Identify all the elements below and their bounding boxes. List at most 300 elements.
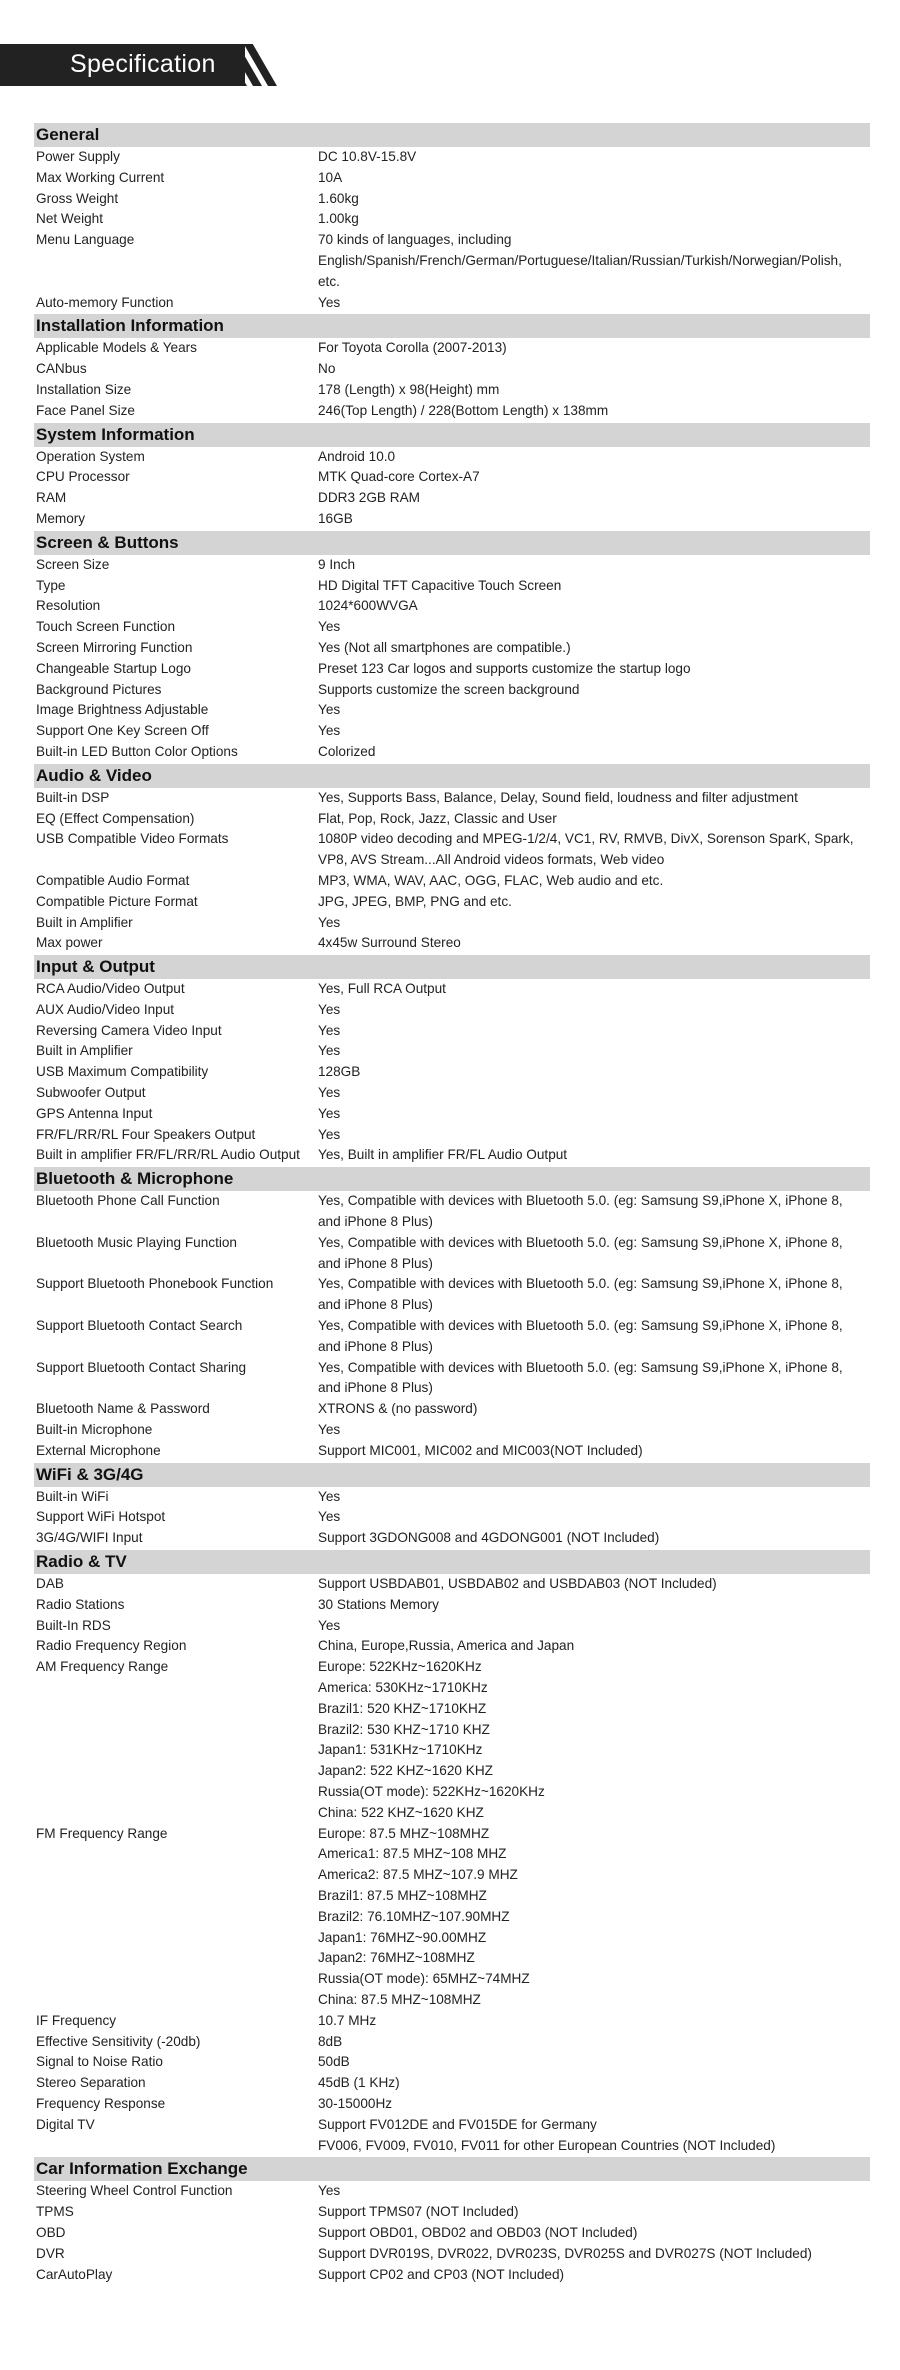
spec-value-line: and iPhone 8 Plus) [318,1297,433,1313]
spec-value [316,230,870,292]
spec-value-line: Yes [318,914,341,930]
spec-label: OBD [36,2224,66,2240]
spec-value [316,721,870,742]
spec-value [316,380,870,401]
spec-value-line: China: 87.5 MHZ~108MHZ [318,1991,481,2007]
spec-row [34,829,870,871]
spec-row [34,2265,870,2286]
spec-value-line: 16GB [318,510,353,526]
spec-value-line: FV006, FV009, FV010, FV011 for other European Countries (NOT Included) [318,2137,776,2153]
spec-value-line: English/Spanish/French/German/Portuguese/Italian/Russian/Turkish/Norwegian/Polish, [318,252,842,268]
spec-value-line: Japan1: 531KHz~1710KHz [318,1742,483,1758]
spec-value [316,1399,870,1420]
spec-value-line: Russia(OT mode): 65MHZ~74MHZ [318,1971,530,1987]
spec-value-line: XTRONS & (no password) [318,1401,478,1417]
spec-row [34,1021,870,1042]
spec-value-line: Yes, Compatible with devices with Bluetooth 5.0. (eg: Samsung S9,iPhone X, iPhone 8, [318,1193,843,1209]
spec-value [316,1062,870,1083]
spec-value-line: 178 (Length) x 98(Height) mm [318,381,500,397]
spec-row [34,2011,870,2032]
spec-value-line: Yes [318,294,341,310]
spec-value [316,467,870,488]
spec-label: RCA Audio/Video Output [36,981,185,997]
spec-row [34,892,870,913]
spec-label: Support Bluetooth Contact Sharing [36,1359,247,1375]
spec-value-line: Flat, Pop, Rock, Jazz, Classic and User [318,810,557,826]
spec-label: Support One Key Screen Off [36,723,209,739]
spec-value-line: Yes [318,1001,341,1017]
spec-value-line: Yes [318,723,341,739]
spec-row [34,1316,870,1358]
spec-value [316,576,870,597]
spec-value-line: Russia(OT mode): 522KHz~1620KHz [318,1783,545,1799]
spec-row [34,1083,870,1104]
spec-row [34,680,870,701]
spec-value [316,1824,870,2011]
spec-value-line: Brazil1: 520 KHZ~1710KHZ [318,1700,487,1716]
spec-row [34,1358,870,1400]
spec-value-line: Europe: 87.5 MHZ~108MHZ [318,1825,490,1841]
spec-value-line: America1: 87.5 MHZ~108 MHZ [318,1846,507,1862]
spec-section [34,2157,870,2285]
spec-row [34,788,870,809]
spec-row [34,700,870,721]
spec-row [34,168,870,189]
spec-value [316,1041,870,1062]
spec-section [34,955,870,1166]
spec-value [316,168,870,189]
spec-label: DAB [36,1576,64,1592]
spec-value-line: 70 kinds of languages, including [318,232,512,248]
spec-value-line: 1024*600WVGA [318,598,418,614]
spec-label: Built-in WiFi [36,1488,109,1504]
spec-value-line: 1.60kg [318,190,359,206]
spec-value [316,338,870,359]
spec-row [34,209,870,230]
spec-value-line: HD Digital TFT Capacitive Touch Screen [318,577,562,593]
spec-label: CarAutoPlay [36,2266,113,2282]
spec-label: TPMS [36,2204,74,2220]
spec-row [34,1399,870,1420]
spec-value [316,1125,870,1146]
spec-value-line: Europe: 522KHz~1620KHz [318,1659,482,1675]
spec-value [316,209,870,230]
spec-value-line: Yes [318,702,341,718]
spec-row [34,230,870,292]
spec-value-line: 9 Inch [318,556,356,572]
spec-value [316,1487,870,1508]
section-heading: Screen & Buttons [34,531,870,555]
spec-label: Max Working Current [36,169,165,185]
spec-label: Compatible Audio Format [36,872,190,888]
spec-value-line: Brazil1: 87.5 MHZ~108MHZ [318,1887,487,1903]
spec-label: Operation System [36,448,145,464]
spec-row [34,1000,870,1021]
spec-value-line: China, Europe,Russia, America and Japan [318,1638,575,1654]
spec-value [316,488,870,509]
spec-value-line: Yes (Not all smartphones are compatible.) [318,639,571,655]
spec-label: Auto-memory Function [36,294,174,310]
spec-value-line: 45dB (1 KHz) [318,2075,400,2091]
spec-value [316,2011,870,2032]
spec-value-line: Support MIC001, MIC002 and MIC003(NOT Included) [318,1442,643,1458]
spec-value-line: Support FV012DE and FV015DE for Germany [318,2116,597,2132]
spec-value [316,1083,870,1104]
spec-row [34,1507,870,1528]
section-heading: WiFi & 3G/4G [34,1463,870,1487]
spec-row [34,596,870,617]
spec-row [34,2244,870,2265]
spec-section [34,123,870,313]
spec-value [316,1528,870,1549]
section-heading: Bluetooth & Microphone [34,1167,870,1191]
spec-row [34,359,870,380]
spec-value [316,933,870,954]
spec-row [34,338,870,359]
spec-value [316,555,870,576]
spec-value [316,1000,870,1021]
spec-label: AM Frequency Range [36,1659,169,1675]
spec-value [316,1316,870,1358]
spec-label: Signal to Noise Ratio [36,2054,163,2070]
spec-label: Built in amplifier FR/FL/RR/RL Audio Output [36,1147,300,1163]
section-heading: System Information [34,423,870,447]
spec-value [316,189,870,210]
spec-label: Touch Screen Function [36,619,176,635]
section-heading: Installation Information [34,314,870,338]
spec-value [316,1616,870,1637]
spec-value-line: America2: 87.5 MHZ~107.9 MHZ [318,1867,518,1883]
spec-row [34,742,870,763]
spec-value [316,742,870,763]
spec-value-line: etc. [318,273,340,289]
spec-value [316,1145,870,1166]
spec-label: External Microphone [36,1442,161,1458]
spec-row [34,147,870,168]
spec-value-line: Yes [318,1617,341,1633]
spec-row [34,189,870,210]
spec-value [316,1507,870,1528]
spec-section [34,1550,870,2156]
spec-label: Bluetooth Music Playing Function [36,1234,237,1250]
spec-value-line: Brazil2: 530 KHZ~1710 KHZ [318,1721,490,1737]
spec-label: 3G/4G/WIFI Input [36,1530,143,1546]
spec-label: Installation Size [36,381,132,397]
spec-value [316,1595,870,1616]
spec-row [34,1824,870,2011]
spec-row [34,2181,870,2202]
spec-value-line: Yes, Compatible with devices with Bluetooth 5.0. (eg: Samsung S9,iPhone X, iPhone 8, [318,1359,843,1375]
spec-row [34,979,870,1000]
spec-value-line: Yes [318,1085,341,1101]
spec-row [34,933,870,954]
spec-value [316,293,870,314]
spec-value-line: 10.7 MHz [318,2012,377,2028]
spec-value [316,788,870,809]
spec-label: Radio Stations [36,1596,125,1612]
spec-value-line: Support USBDAB01, USBDAB02 and USBDAB03 (NOT Included) [318,1576,717,1592]
spec-value [316,596,870,617]
spec-value-line: Japan2: 76MHZ~108MHZ [318,1950,475,1966]
spec-value-line: Supports customize the screen background [318,681,580,697]
spec-label: Stereo Separation [36,2075,146,2091]
spec-label: EQ (Effect Compensation) [36,810,195,826]
page-title: Specification [70,50,216,78]
spec-label: Effective Sensitivity (-20db) [36,2033,201,2049]
spec-label: Steering Wheel Control Function [36,2183,233,2199]
spec-value [316,2181,870,2202]
spec-row [34,721,870,742]
spec-label: Screen Mirroring Function [36,639,193,655]
spec-row [34,2032,870,2053]
spec-row [34,1233,870,1275]
spec-row [34,1125,870,1146]
spec-label: Built-in DSP [36,789,110,805]
spec-label: FM Frequency Range [36,1825,168,1841]
spec-value-line: Yes [318,1422,341,1438]
spec-label: Face Panel Size [36,402,135,418]
spec-value-line: Yes, Full RCA Output [318,981,446,997]
spec-value [316,1420,870,1441]
spec-row [34,1657,870,1823]
spec-value [316,1274,870,1316]
spec-row [34,2094,870,2115]
spec-value-line: JPG, JPEG, BMP, PNG and etc. [318,893,512,909]
spec-value [316,913,870,934]
spec-value [316,447,870,468]
spec-value [316,979,870,1000]
spec-row [34,293,870,314]
spec-section [34,1167,870,1461]
spec-label: Type [36,577,66,593]
spec-value-line: and iPhone 8 Plus) [318,1255,433,1271]
spec-label: FR/FL/RR/RL Four Speakers Output [36,1126,256,1142]
spec-value [316,1441,870,1462]
spec-label: Support Bluetooth Contact Search [36,1318,243,1334]
spec-row [34,2223,870,2244]
spec-row [34,488,870,509]
spec-row [34,1274,870,1316]
spec-row [34,659,870,680]
spec-label: Memory [36,510,86,526]
spec-value-line: For Toyota Corolla (2007-2013) [318,340,507,356]
spec-value [316,2052,870,2073]
spec-row [34,913,870,934]
spec-value-line: 30-15000Hz [318,2095,393,2111]
spec-value-line: Colorized [318,743,376,759]
spec-value-line: VP8, AVS Stream...All Android videos formats, Web video [318,852,665,868]
spec-value-line: Yes, Compatible with devices with Bluetooth 5.0. (eg: Samsung S9,iPhone X, iPhone 8, [318,1276,843,1292]
spec-value-line: 4x45w Surround Stereo [318,935,461,951]
spec-row [34,1104,870,1125]
spec-label: IF Frequency [36,2012,117,2028]
spec-value-line: and iPhone 8 Plus) [318,1214,433,1230]
spec-row [34,809,870,830]
spec-value [316,1636,870,1657]
spec-label: CPU Processor [36,469,130,485]
spec-value-line: Support TPMS07 (NOT Included) [318,2204,519,2220]
spec-value-line: 246(Top Length) / 228(Bottom Length) x 138mm [318,402,609,418]
spec-label: Frequency Response [36,2095,166,2111]
spec-row [34,1487,870,1508]
spec-value [316,1574,870,1595]
spec-label: Built-In RDS [36,1617,111,1633]
spec-value [316,2115,870,2157]
spec-section [34,314,870,421]
spec-value-line: Brazil2: 76.10MHZ~107.90MHZ [318,1908,510,1924]
spec-row [34,2052,870,2073]
section-heading: General [34,123,870,147]
spec-row [34,638,870,659]
spec-row [34,1616,870,1637]
spec-label: RAM [36,490,67,506]
spec-row [34,2202,870,2223]
spec-row [34,1145,870,1166]
spec-value-line: and iPhone 8 Plus) [318,1380,433,1396]
spec-value [316,1233,870,1275]
spec-row [34,871,870,892]
spec-value [316,700,870,721]
spec-row [34,1191,870,1233]
spec-row [34,1041,870,1062]
spec-label: Menu Language [36,232,135,248]
spec-label: GPS Antenna Input [36,1105,153,1121]
spec-section [34,764,870,954]
spec-value [316,1104,870,1125]
spec-row [34,1062,870,1083]
spec-row [34,509,870,530]
spec-row [34,1595,870,1616]
spec-value-line: America: 530KHz~1710KHz [318,1680,488,1695]
spec-value [316,2094,870,2115]
spec-label: Built in Amplifier [36,1043,133,1059]
spec-label: Resolution [36,598,101,614]
spec-value-line: DDR3 2GB RAM [318,490,420,506]
spec-value-line: Yes, Compatible with devices with Bluetooth 5.0. (eg: Samsung S9,iPhone X, iPhone 8, [318,1318,843,1334]
spec-label: Gross Weight [36,190,119,206]
spec-label: Bluetooth Phone Call Function [36,1193,220,1209]
spec-label: Max power [36,935,103,951]
spec-value-line: Support DVR019S, DVR022, DVR023S, DVR025S and DVR027S (NOT Included) [318,2245,812,2261]
spec-value [316,359,870,380]
spec-label: Power Supply [36,149,120,164]
spec-row [34,2115,870,2157]
spec-label: USB Compatible Video Formats [36,831,229,847]
spec-value-line: 8dB [318,2033,343,2049]
spec-label: Changeable Startup Logo [36,660,191,676]
spec-value-line: Yes, Compatible with devices with Bluetooth 5.0. (eg: Samsung S9,iPhone X, iPhone 8, [318,1234,843,1250]
spec-label: Bluetooth Name & Password [36,1401,210,1417]
spec-value [316,2032,870,2053]
spec-value-line: Yes [318,1488,341,1504]
spec-label: Built-in LED Button Color Options [36,743,238,759]
spec-value-line: Japan1: 76MHZ~90.00MHZ [318,1929,487,1945]
spec-label: Compatible Picture Format [36,893,198,909]
spec-value [316,892,870,913]
spec-label: Built-in Microphone [36,1422,153,1438]
spec-row [34,1528,870,1549]
spec-row [34,401,870,422]
spec-section [34,1463,870,1549]
spec-value [316,871,870,892]
spec-value-line: Preset 123 Car logos and supports customize the startup logo [318,660,691,676]
section-heading: Audio & Video [34,764,870,788]
spec-value-line: and iPhone 8 Plus) [318,1338,433,1354]
spec-value-line: 10A [318,169,343,185]
spec-value-line: Yes [318,1126,341,1142]
spec-value-line: Yes [318,1043,341,1059]
spec-row [34,2073,870,2094]
spec-value-line: China: 522 KHZ~1620 KHZ [318,1804,484,1820]
spec-value-line: Japan2: 522 KHZ~1620 KHZ [318,1763,493,1779]
spec-value [316,1657,870,1823]
spec-value [316,1021,870,1042]
spec-value [316,2073,870,2094]
spec-value [316,2265,870,2286]
spec-section [34,423,870,530]
spec-label: Subwoofer Output [36,1085,146,1101]
spec-value [316,659,870,680]
specification-banner [0,44,292,86]
specification-table [34,122,870,2285]
spec-value [316,401,870,422]
spec-value [316,809,870,830]
spec-value [316,829,870,871]
spec-label: DVR [36,2245,65,2261]
spec-row [34,1574,870,1595]
spec-value-line: Android 10.0 [318,448,396,464]
spec-label: Support Bluetooth Phonebook Function [36,1276,274,1292]
spec-label: Digital TV [36,2116,95,2132]
spec-label: Support WiFi Hotspot [36,1509,166,1525]
spec-value [316,2223,870,2244]
spec-value-line: No [318,361,336,377]
spec-value-line: 30 Stations Memory [318,1596,439,1612]
spec-value [316,638,870,659]
spec-value-line: MTK Quad-core Cortex-A7 [318,469,480,485]
spec-row [34,1441,870,1462]
spec-value [316,1191,870,1233]
section-heading: Input & Output [34,955,870,979]
spec-value-line: MP3, WMA, WAV, AAC, OGG, FLAC, Web audio and etc. [318,872,664,888]
spec-value-line: 128GB [318,1064,361,1080]
spec-value [316,147,870,168]
spec-row [34,380,870,401]
spec-row [34,1636,870,1657]
spec-row [34,555,870,576]
spec-label: Built in Amplifier [36,914,133,930]
spec-value-line: Yes, Supports Bass, Balance, Delay, Sound field, loudness and filter adjustment [318,789,798,805]
spec-row [34,447,870,468]
spec-label: Screen Size [36,556,110,572]
spec-value-line: Yes [318,2183,341,2199]
spec-value [316,2244,870,2265]
section-heading: Car Information Exchange [34,2157,870,2181]
spec-label: Background Pictures [36,681,162,697]
spec-label: Image Brightness Adjustable [36,702,209,718]
spec-value-line: Support CP02 and CP03 (NOT Included) [318,2266,565,2282]
spec-value [316,1358,870,1400]
section-heading: Radio & TV [34,1550,870,1574]
spec-label: Radio Frequency Region [36,1638,187,1654]
spec-value-line: Yes, Built in amplifier FR/FL Audio Output [318,1147,568,1163]
spec-value-line: 1080P video decoding and MPEG-1/2/4, VC1, RV, RMVB, DivX, Sorenson SparK, Spark, [318,831,854,847]
spec-row [34,1420,870,1441]
spec-label: USB Maximum Compatibility [36,1064,209,1080]
spec-label: Applicable Models & Years [36,340,197,356]
spec-value-line: 1.00kg [318,211,359,227]
spec-label: AUX Audio/Video Input [36,1001,175,1017]
